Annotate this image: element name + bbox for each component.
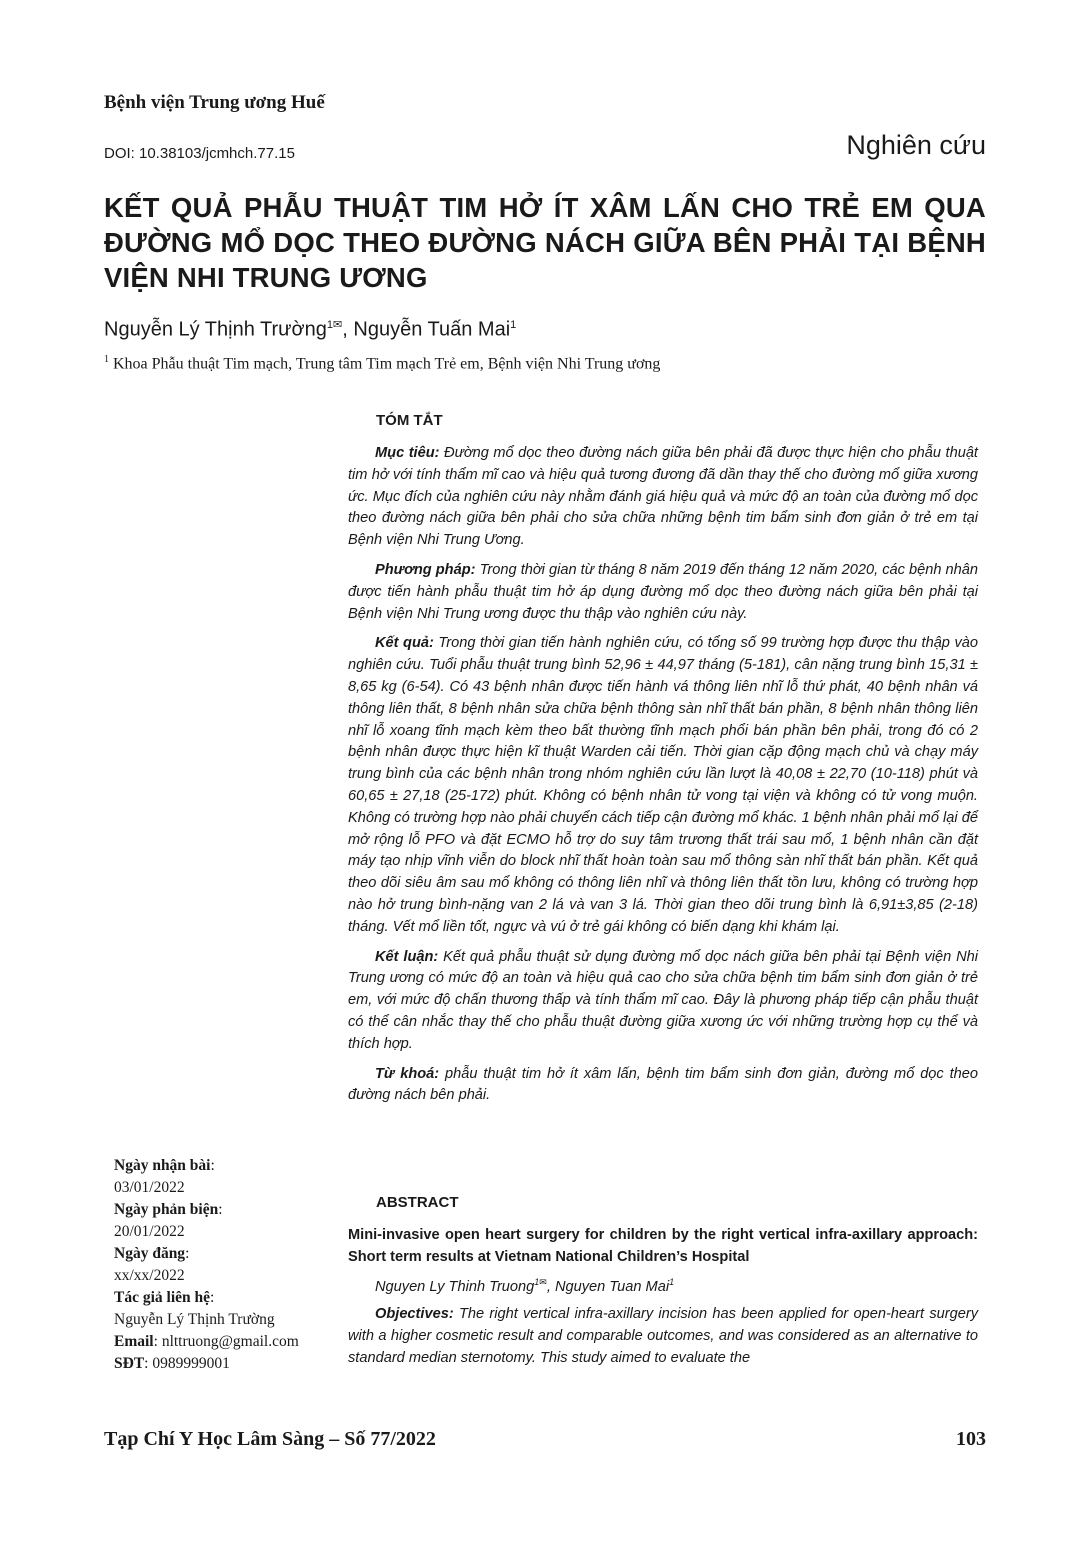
author-separator: , xyxy=(546,1278,555,1295)
abstract-author-list xyxy=(375,1277,978,1295)
author-name: Nguyễn Tuấn Mai xyxy=(353,318,511,341)
envelope-icon: ✉ xyxy=(333,319,343,331)
summary-keywords xyxy=(348,1064,978,1108)
result-text: Trong thời gian tiến hành nghiên cứu, có tổng số 99 trường hợp được thu thập vào nghiên cứu. Tuổi phẫu thuật trung bình 52,96 ± 44,97 tháng (5-181), cân nặng trung bình 15,31 ± 8,65 kg (6-54). Có 43 bệnh nhân được tiến hành vá thông liên nhĩ lỗ thứ phát, 40 bệnh nhân vá thông liên thất, 8 bệnh nhân sửa chữa bệnh thông sàn nhĩ thất bán phần, 8 bệnh nhân thông liên nhĩ lỗ xoang tĩnh mạch kèm theo bất thường tĩnh mạch phổi bán phần bên phải, trong đó có 2 bệnh nhân được thực hiện kĩ thuật Warden cải tiến. Thời gian cặp động mạch chủ và chạy máy trung bình của các bệnh nhân trong nhóm nghiên cứu lần lượt là 40,08 ± 22,70 (10-118) phút và 60,65 ± 27,18 (25-172) phút. Không có bệnh nhân tử vong tại viện và không có tử vong muộn. Không có trường hợp nào phải chuyển cách tiếp cận đường mổ khác. 1 bệnh nhân phải mổ lại để mở rộng lỗ PFO và đặt ECMO hỗ trợ do suy tâm trương thất trái sau mổ, 1 bệnh nhân cần đặt máy tạo nhịp vĩnh viễn do block nhĩ thất hoàn toàn sau mổ thông sàn nhĩ thất bán phần. Kết quả theo dõi siêu âm sau mổ không có thông liên nhĩ và thông liên thất tồn lưu, không có trường hợp nào hở trung bình-nặng van 2 lá và van 3 lá. Thời gian theo dõi trung bình là 6,91±3,85 (2-18) tháng. Vết mổ liền tốt, ngực và vú ở trẻ gái không có biến dạng khi khám lại. xyxy=(348,635,978,935)
affiliation-marker: 1 xyxy=(104,354,109,365)
affiliation-marker: 1 xyxy=(534,1276,540,1287)
author-name: Nguyễn Lý Thịnh Trường xyxy=(104,318,327,341)
contact-name: Nguyễn Lý Thịnh Trường xyxy=(114,1311,275,1328)
summary-objective xyxy=(348,443,978,552)
objectives-text: The right vertical infra-axillary incision has been applied for open-heart surgery with a higher cosmetic result and comparable outcomes, and was considered as an alternative to standard median sternotomy. This study aimed to evaluate the xyxy=(348,1306,978,1367)
phone-row: SĐT: 0989999001 xyxy=(114,1355,230,1372)
abstract-title: Mini-invasive open heart surgery for children by the right vertical infra-axillary approach: Short term results at Vietnam National Children’s Hospital xyxy=(348,1227,978,1265)
method-text: Trong thời gian từ tháng 8 năm 2019 đến tháng 12 năm 2020, các bệnh nhân được tiến hành phẫu thuật tim hở áp dụng đường mổ dọc theo đường nách giữa bên phải tại Bệnh viện Nhi Trung ương được thu thập vào nghiên cứu này. xyxy=(348,561,979,622)
email-row: Email: nlttruong@gmail.com xyxy=(114,1333,299,1350)
affiliation-marker: 1 xyxy=(510,319,517,331)
summary-result xyxy=(348,633,978,938)
summary-method xyxy=(348,560,978,625)
envelope-icon: ✉ xyxy=(539,1276,547,1287)
phone-label: SĐT xyxy=(114,1355,145,1372)
summary-heading: TÓM TẮT xyxy=(376,412,443,429)
summary-conclusion xyxy=(348,947,978,1056)
summary-vietnamese xyxy=(348,412,978,1115)
received-label: Ngày nhận bài xyxy=(114,1157,211,1174)
email-value: nlttruong@gmail.com xyxy=(161,1333,299,1350)
author-name: Nguyen Tuan Mai xyxy=(554,1278,670,1295)
affiliation-text: Khoa Phẫu thuật Tim mạch, Trung tâm Tim mạch Trẻ em, Bệnh viện Nhi Trung ương xyxy=(113,355,661,373)
abstract-objectives xyxy=(348,1304,978,1369)
doi-text: DOI: 10.38103/jcmhch.77.15 xyxy=(104,145,295,162)
received-date: 03/01/2022 xyxy=(114,1179,185,1196)
running-header-hospital: Bệnh viện Trung ương Huế xyxy=(104,92,325,113)
conclusion-text: Kết quả phẫu thuật sử dụng đường mổ dọc nách giữa bên phải tại Bệnh viện Nhi Trung ương có mức độ an toàn và hiệu quả cao cho sửa chữa bệnh tim bẩm sinh đơn giản ở trẻ em, với mức độ chấn thương thấp và tính thẩm mĩ cao. Đây là phương pháp tiếp cận phẫu thuật có thể cân nhắc thay thế cho phẫu thuật đường giữa xương ức với những trường hợp cụ thể và thích hợp. xyxy=(348,948,978,1052)
reviewed-date: 20/01/2022 xyxy=(114,1223,185,1240)
result-label: Kết quả: xyxy=(375,635,434,652)
objectives-label: Objectives: xyxy=(375,1306,454,1323)
phone-value: 0989999001 xyxy=(152,1355,230,1372)
contact-label: Tác giả liên hệ xyxy=(114,1289,211,1306)
author-list xyxy=(104,318,516,342)
objective-label: Mục tiêu: xyxy=(375,445,440,461)
article-info-sidebar xyxy=(114,1155,339,1375)
objective-text: Đường mổ dọc theo đường nách giữa bên phải đã được thực hiện cho phẫu thuật tim hở với tính thẩm mĩ cao và hiệu quả tương đương đã dần thay thế cho đường mổ giữa xương ức. Mục đích của nghiên cứu này nhằm đánh giá hiệu quả và mức độ an toàn của đường mổ dọc theo đường nách giữa bên phải cho sửa chữa những bệnh tim bẩm sinh đơn giản ở trẻ em tại Bệnh viện Nhi Trung Ương. xyxy=(348,445,978,549)
footer-journal: Tạp Chí Y Học Lâm Sàng – Số 77/2022 xyxy=(104,1428,436,1450)
author-name: Nguyen Ly Thinh Truong xyxy=(375,1278,535,1295)
reviewed-row: Ngày phản biện: xyxy=(114,1201,223,1218)
page-number: 103 xyxy=(956,1428,986,1450)
keywords-text: phẫu thuật tim hở ít xâm lấn, bệnh tim bẩm sinh đơn giản, đường mổ dọc theo đường nách bên phải. xyxy=(348,1065,979,1104)
article-category: Nghiên cứu xyxy=(846,130,986,160)
contact-row: Tác giả liên hệ: xyxy=(114,1289,215,1306)
abstract-heading: ABSTRACT xyxy=(376,1194,459,1211)
author-separator: , xyxy=(342,318,354,341)
affiliation-marker: 1 xyxy=(669,1276,675,1287)
reviewed-label: Ngày phản biện xyxy=(114,1201,219,1218)
received-row: Ngày nhận bài: xyxy=(114,1157,215,1174)
affiliation xyxy=(104,354,660,373)
method-label: Phương pháp: xyxy=(375,561,476,578)
conclusion-label: Kết luận: xyxy=(375,948,439,965)
affiliation-marker: 1 xyxy=(326,319,334,331)
keywords-label: Từ khoá: xyxy=(375,1065,440,1082)
published-row: Ngày đăng: xyxy=(114,1245,190,1262)
email-label: Email xyxy=(114,1333,154,1350)
abstract-english xyxy=(348,1194,978,1378)
published-label: Ngày đăng xyxy=(114,1245,186,1262)
article-title: KẾT QUẢ PHẪU THUẬT TIM HỞ ÍT XÂM LẤN CHO TRẺ EM QUA ĐƯỜNG MỔ DỌC THEO ĐƯỜNG NÁCH GIỮA BÊN PHẢI TẠI BỆNH VIỆN NHI TRUNG ƯƠNG xyxy=(104,192,986,293)
published-date: xx/xx/2022 xyxy=(114,1267,185,1284)
